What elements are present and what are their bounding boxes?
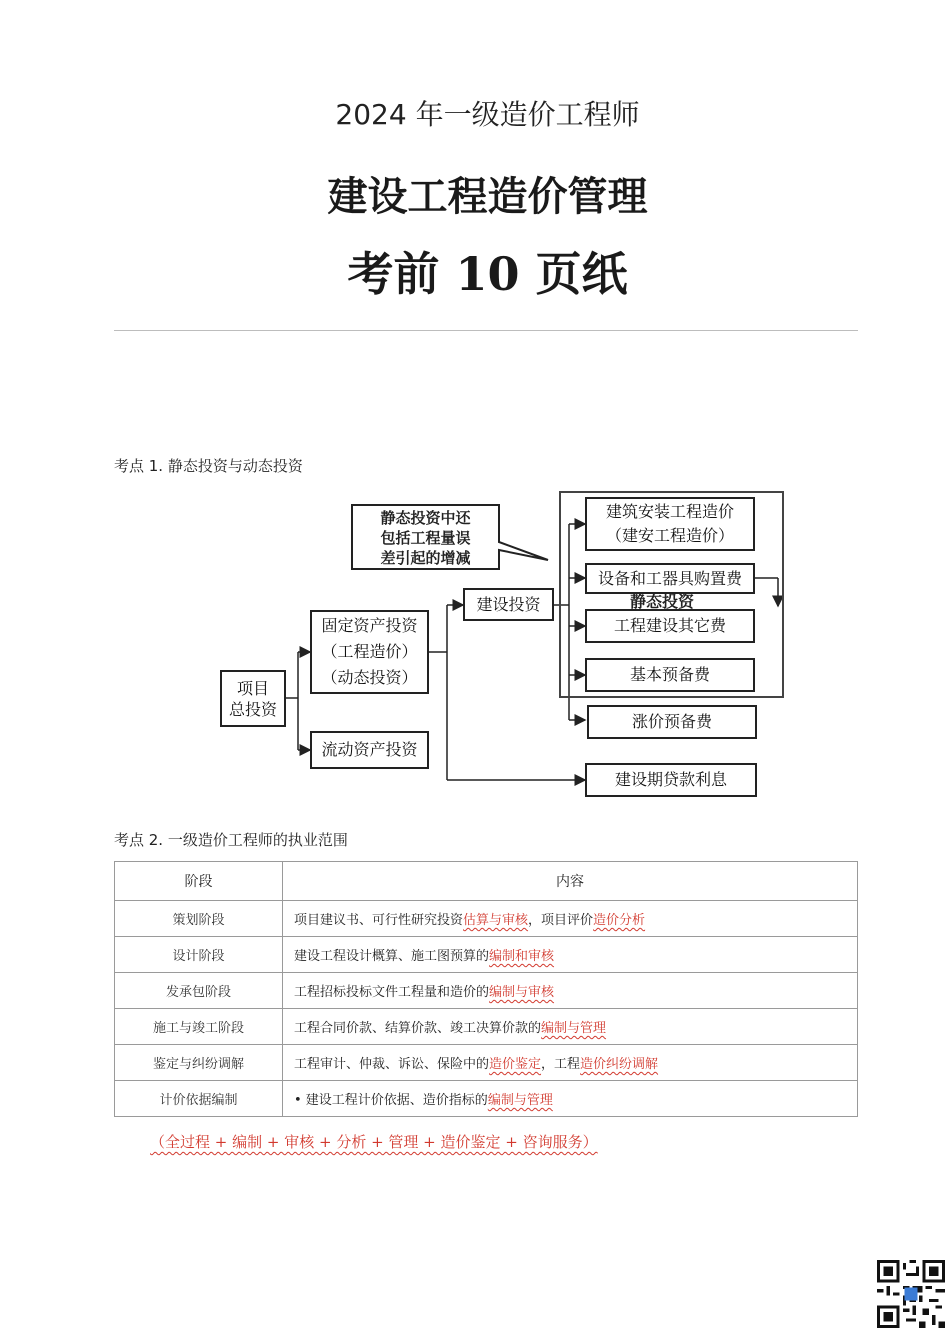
stage-cell: 策划阶段 — [115, 901, 283, 937]
qr-code-icon — [877, 1260, 945, 1328]
table-row — [115, 937, 858, 973]
table-row — [115, 1081, 858, 1117]
highlight-text: 造价纠纷调解 — [580, 1057, 659, 1072]
stage-cell: 计价依据编制 — [115, 1081, 283, 1117]
node-loan-interest: 建设期贷款利息 — [585, 763, 757, 797]
highlight-text: 造价鉴定 — [489, 1057, 542, 1072]
highlight-text: 估算与审核 — [463, 913, 529, 928]
highlight-text: 编制和审核 — [489, 949, 555, 964]
node-other-cost: 工程建设其它费 — [585, 609, 755, 643]
scope-table — [114, 861, 858, 1117]
content-text: 工程招标投标文件工程量和造价的 — [294, 985, 490, 1000]
content-text: ，项目评价 — [528, 913, 594, 928]
stage-cell: 施工与竣工阶段 — [115, 1009, 283, 1045]
highlight-text: 编制与管理 — [487, 1093, 553, 1108]
callout-text: 静态投资中还 包括工程量误 差引起的增减 — [380, 509, 471, 567]
highlight-text: 编制与审核 — [489, 985, 555, 1000]
section1-title: 考点 1. 静态投资与动态投资 — [114, 457, 303, 475]
stage-cell: 设计阶段 — [115, 937, 283, 973]
content-cell — [283, 901, 858, 937]
node-price-reserve: 涨价预备费 — [587, 705, 757, 739]
table-row — [115, 1009, 858, 1045]
content-text: 工程合同价款、结算价款、竣工决算价款的 — [294, 1021, 542, 1036]
table-row — [115, 1045, 858, 1081]
static-investment-label: 静态投资 — [630, 592, 695, 611]
content-cell — [283, 1009, 858, 1045]
content-text: 建设工程设计概算、施工图预算的 — [294, 949, 490, 964]
node-construction-investment: 建设投资 — [463, 588, 554, 621]
content-text: 工程审计、仲裁、诉讼、保险中的 — [294, 1057, 490, 1072]
stage-cell: 发承包阶段 — [115, 973, 283, 1009]
doc-title: 建设工程造价管理 — [327, 174, 648, 220]
content-text: 项目建议书、可行性研究投资 — [294, 913, 464, 928]
content-cell — [283, 937, 858, 973]
section2-title: 考点 2. 一级造价工程师的执业范围 — [114, 831, 348, 849]
content-cell — [283, 1081, 858, 1117]
content-cell — [283, 973, 858, 1009]
content-text: ，工程 — [541, 1057, 581, 1072]
highlight-text: 造价分析 — [593, 913, 646, 928]
node-basic-reserve: 基本预备费 — [585, 658, 755, 692]
content-cell — [283, 1045, 858, 1081]
column-header-content: 内容 — [283, 862, 858, 901]
node-fixed-asset: 固定资产投资 （工程造价） （动态投资） — [310, 610, 429, 694]
table-row — [115, 901, 858, 937]
stage-cell: 鉴定与纠纷调解 — [115, 1045, 283, 1081]
highlight-text: 编制与管理 — [541, 1021, 607, 1036]
node-construction-install-cost: 建筑安装工程造价 （建安工程造价） — [585, 497, 755, 551]
summary-note: （全过程 + 编制 + 审核 + 分析 + 管理 + 造价鉴定 + 咨询服务） — [150, 1133, 598, 1151]
column-header-stage: 阶段 — [115, 862, 283, 901]
node-working-capital: 流动资产投资 — [310, 731, 429, 769]
content-text: • 建设工程计价依据、造价指标的 — [294, 1093, 488, 1108]
table-row — [115, 973, 858, 1009]
node-equipment-cost: 设备和工器具购置费 — [585, 563, 755, 594]
doc-heading: 考前 10 页纸 — [347, 247, 628, 301]
node-total-investment: 项目 总投资 — [220, 670, 286, 727]
doc-subtitle: 2024 年一级造价工程师 — [335, 98, 640, 131]
table-header-row — [115, 862, 858, 901]
